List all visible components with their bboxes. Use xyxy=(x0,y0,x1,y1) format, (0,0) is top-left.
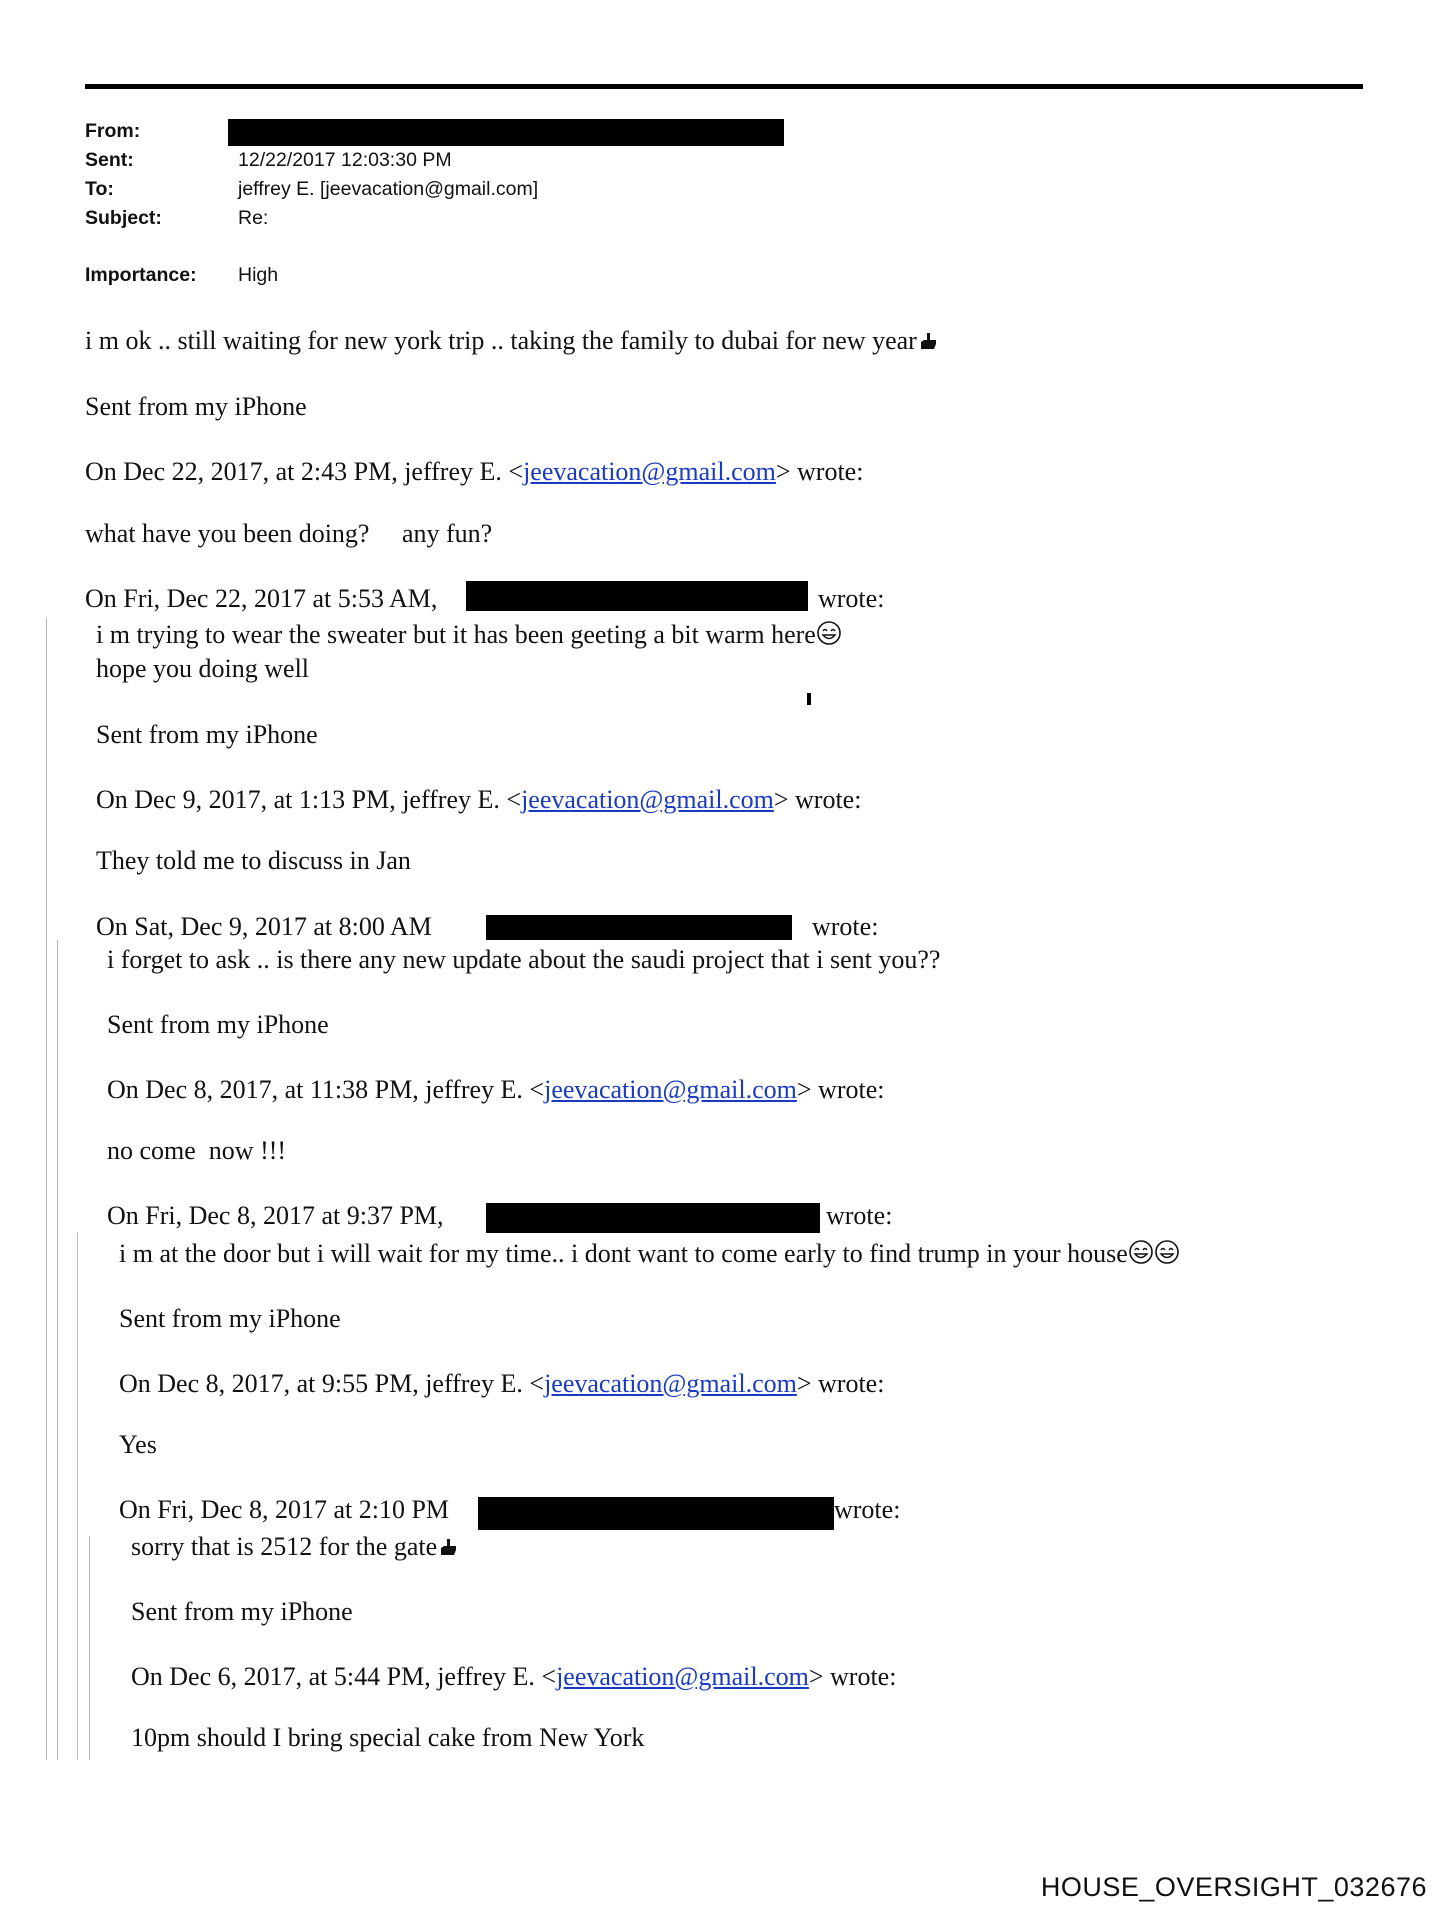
quote-header-6-post: wrote: xyxy=(826,1201,893,1230)
redaction-from xyxy=(228,119,784,146)
signature-7: Sent from my iPhone xyxy=(119,1304,341,1333)
redaction-sender-2 xyxy=(486,915,792,940)
to-label: To: xyxy=(85,178,114,200)
message-4: They told me to discuss in Jan xyxy=(96,846,411,875)
quote-header-2-pre: On Fri, Dec 22, 2017 at 5:53 AM, xyxy=(85,584,438,613)
quote-header-3-pre: On Dec 9, 2017, at 1:13 PM, jeffrey E. < xyxy=(96,785,522,814)
message-2: what have you been doing? any fun? xyxy=(85,519,493,548)
email-link-5[interactable]: jeevacation@gmail.com xyxy=(544,1075,797,1104)
message-3a: i m trying to wear the sweater but it has been geeting a bit warm here xyxy=(96,620,816,649)
quote-header-8-post: wrote: xyxy=(834,1495,901,1524)
quote-header-9-post: > wrote: xyxy=(808,1662,897,1691)
quote-bar-4 xyxy=(89,1536,90,1760)
quote-header-1 xyxy=(85,457,863,487)
quote-bar-1 xyxy=(46,618,47,1760)
to-value: jeffrey E. [jeevacation@gmail.com] xyxy=(238,178,539,200)
scan-mark xyxy=(807,693,811,705)
quote-header-2-post: wrote: xyxy=(818,584,885,613)
bates-number: HOUSE_OVERSIGHT_032676 xyxy=(1040,1872,1427,1902)
message-9: sorry that is 2512 for the gate xyxy=(131,1532,438,1561)
message-5: i forget to ask .. is there any new update about the saudi project that i sent you?? xyxy=(107,945,941,974)
message-1: i m ok .. still waiting for new york trip .. taking the family to dubai for new year xyxy=(85,326,917,355)
redaction-sender-4 xyxy=(478,1497,834,1530)
quote-header-3-post: > wrote: xyxy=(773,785,862,814)
quote-header-6-pre: On Fri, Dec 8, 2017 at 9:37 PM, xyxy=(107,1201,444,1230)
quote-header-5-post: > wrote: xyxy=(796,1075,885,1104)
signature-5: Sent from my iPhone xyxy=(107,1010,329,1039)
email-link-3[interactable]: jeevacation@gmail.com xyxy=(521,785,774,814)
quote-header-3 xyxy=(96,785,861,815)
importance-value: High xyxy=(238,264,279,286)
subject-label: Subject: xyxy=(85,207,162,229)
quote-header-8-pre: On Fri, Dec 8, 2017 at 2:10 PM xyxy=(119,1495,450,1524)
signature-3: Sent from my iPhone xyxy=(96,720,318,749)
email-link-1[interactable]: jeevacation@gmail.com xyxy=(523,457,776,486)
email-link-7[interactable]: jeevacation@gmail.com xyxy=(544,1369,797,1398)
sent-value: 12/22/2017 12:03:30 PM xyxy=(238,149,452,171)
message-6: no come now !!! xyxy=(107,1136,287,1165)
message-7: i m at the door but i will wait for my time.. i dont want to come early to find trump in your house xyxy=(119,1239,1128,1268)
pointing-hand-icon xyxy=(439,1534,459,1564)
signature-9: Sent from my iPhone xyxy=(131,1597,353,1626)
smiling-face-icon xyxy=(816,620,842,653)
quote-header-9 xyxy=(131,1662,896,1692)
header-rule xyxy=(85,84,1363,89)
quote-header-1-post: > wrote: xyxy=(775,457,864,486)
quote-header-5-pre: On Dec 8, 2017, at 11:38 PM, jeffrey E. < xyxy=(107,1075,545,1104)
quote-header-9-pre: On Dec 6, 2017, at 5:44 PM, jeffrey E. < xyxy=(131,1662,557,1691)
laughing-face-icon xyxy=(1154,1239,1180,1272)
message-3b: hope you doing well xyxy=(96,654,310,683)
quote-header-1-pre: On Dec 22, 2017, at 2:43 PM, jeffrey E. < xyxy=(85,457,524,486)
message-3a-line xyxy=(96,620,842,653)
quote-header-4-post: wrote: xyxy=(812,912,879,941)
redaction-sender-3 xyxy=(486,1203,820,1233)
pointing-hand-icon xyxy=(919,328,939,358)
quote-header-7-pre: On Dec 8, 2017, at 9:55 PM, jeffrey E. < xyxy=(119,1369,545,1398)
subject-value: Re: xyxy=(238,207,269,229)
from-label: From: xyxy=(85,120,141,142)
redaction-sender-1 xyxy=(466,581,808,611)
importance-label: Importance: xyxy=(85,264,197,286)
quote-bar-2 xyxy=(57,940,58,1760)
laughing-face-icon xyxy=(1128,1239,1154,1272)
message-text xyxy=(85,326,939,358)
message-9-line xyxy=(131,1532,459,1564)
quote-bar-3 xyxy=(77,1232,78,1760)
quote-header-4-pre: On Sat, Dec 9, 2017 at 8:00 AM xyxy=(96,912,432,941)
email-link-9[interactable]: jeevacation@gmail.com xyxy=(556,1662,809,1691)
sent-label: Sent: xyxy=(85,149,134,171)
message-10: 10pm should I bring special cake from New York xyxy=(131,1723,645,1752)
quote-header-7 xyxy=(119,1369,884,1399)
signature-1: Sent from my iPhone xyxy=(85,392,307,421)
message-8: Yes xyxy=(119,1430,157,1459)
message-7-line xyxy=(119,1239,1180,1272)
quote-header-7-post: > wrote: xyxy=(796,1369,885,1398)
quote-header-5 xyxy=(107,1075,884,1105)
